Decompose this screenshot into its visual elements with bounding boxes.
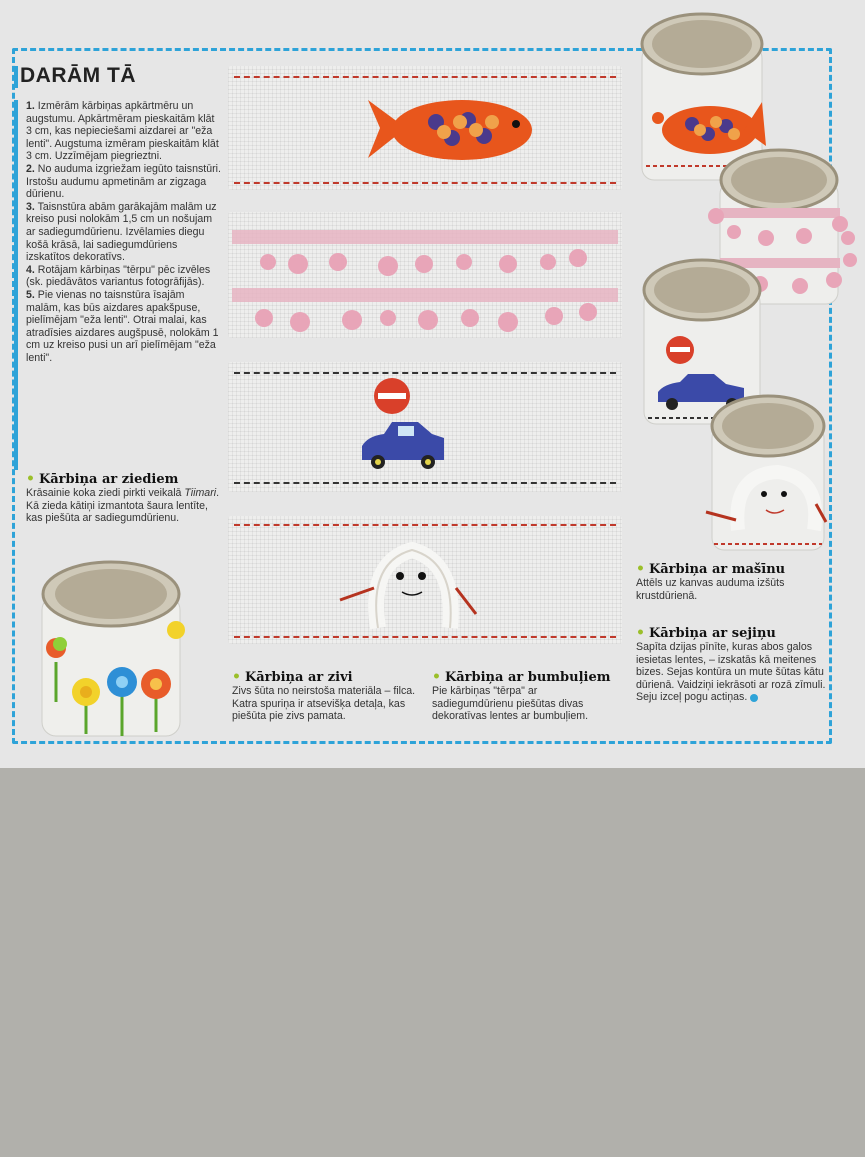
section-heading: Kārbiņa ar ziediem	[38, 472, 179, 487]
step-1: 1. Izmērām kārbiņas apkārtmēru un augstumu. Apkārtmēram pieskaitām klāt 3 cm, kas nepieciešami aizdarei ar "eža lenti". Augstuma izmēram pieskaitām klāt 3 cm. Uzzīmējam piegrieztni.	[26, 100, 219, 163]
bullet-icon: •	[636, 625, 645, 641]
section-heading: Kārbiņa ar zivi	[244, 670, 353, 685]
section-ziediem	[26, 472, 222, 525]
face-fabric-panel	[228, 516, 622, 644]
step-4: 4. Rotājam kārbiņas "tērpu" pēc izvēles (sk. piedāvātos variantus fotogrāfijās).	[26, 263, 211, 289]
face-can-photo	[704, 390, 830, 558]
step-5: 5. Pie vienas no taisnstūra īsajām malām, kas būs aizdares apakšpuse, pielīmējam "eža lenti". Otrai malai, kas atradīsies aizdares augšpusē, nolokām 1 cm uz kreiso pusi un arī pielīmējam "eža lenti".	[26, 288, 219, 364]
section-zivi	[232, 670, 422, 723]
end-dot-icon	[750, 694, 758, 702]
fish-fabric-panel	[228, 66, 622, 190]
section-text: Krāsainie koka ziedi pirkti veikalā Tiimari. Kā zieda kātiņi izmantota šaura lentīte, kas piešūta ar sadiegumdūrienu.	[26, 487, 220, 525]
step-2: 2. No auduma izgriežam iegūto taisnstūri. Irstošu audumu apmetinām ar zigzaga dūrienu.	[26, 162, 221, 201]
section-masinu	[636, 562, 826, 602]
section-text: Sapīta dzijas pīnīte, kuras abos galos iesietas lentes, – izskatās kā meitenes bizes. Sejas kontūra un mute šūtas kātu dūrienā. Vaidziņi iekrāsoti ar rozā zīmuli. Seju izceļ pogu actiņas.	[636, 641, 826, 704]
pompom-fabric-panel	[228, 212, 622, 338]
section-text: Zivs šūta no neirstoša materiāla – filca. Katra spuriņa ir atsevišķa detaļa, kas piešūta pie zivs pamata.	[232, 685, 416, 723]
instructions	[26, 100, 222, 364]
section-text: Attēls uz kanvas auduma izšūts krustdūrienā.	[636, 577, 785, 602]
bullet-icon: •	[26, 471, 35, 487]
flower-can-photo	[36, 552, 188, 748]
step-3: 3. Taisnstūra abām garākajām malām uz kreiso pusi nolokām 1,5 cm un nošujam ar sadiegumdūrienu. Izvēlamies diegu košā krāsā, lai sadiegumdūriens izskatītos dekoratīvs.	[26, 200, 217, 264]
car-icon	[358, 376, 448, 476]
title-bar-marker	[14, 66, 18, 88]
bullet-icon: •	[636, 561, 645, 577]
bullet-icon: •	[432, 669, 441, 685]
fish-icon	[366, 92, 536, 168]
section-heading: Kārbiņa ar mašīnu	[648, 562, 786, 577]
face-icon	[338, 532, 488, 636]
page-title: DARĀM TĀ	[20, 64, 136, 87]
bullet-icon: •	[232, 669, 241, 685]
section-bumbuliem	[432, 670, 620, 723]
pompom-row	[228, 212, 622, 338]
section-heading: Kārbiņa ar bumbuļiem	[444, 670, 611, 685]
section-heading: Kārbiņa ar sejiņu	[648, 626, 776, 641]
car-fabric-panel	[228, 362, 622, 492]
section-seju	[636, 626, 826, 704]
section-text: Pie kārbiņas "tērpa" ar sadiegumdūrienu piešūtas divas dekoratīvas lentes ar bumbuļiem.	[432, 685, 589, 723]
steps-side-bar	[14, 100, 18, 470]
